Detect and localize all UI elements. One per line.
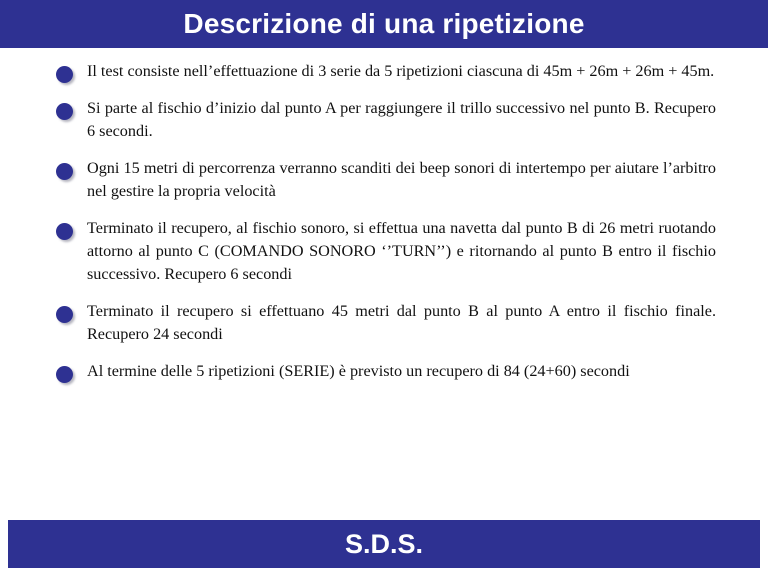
list-item-text: Al termine delle 5 ripetizioni (SERIE) è previsto un recupero di 84 (24+60) secondi	[87, 362, 630, 380]
bullet-dot-icon	[56, 223, 73, 240]
list-item	[56, 157, 716, 203]
list-item-text: Si parte al fischio d’inizio dal punto A per raggiungere il trillo successivo nel punto B. Recupero 6 secondi.	[87, 99, 716, 140]
bullet-dot-icon	[56, 66, 73, 83]
bullet-dot-icon	[56, 103, 73, 120]
slide-footer-bar	[8, 520, 760, 568]
list-item	[56, 60, 716, 83]
page-title: Descrizione di una ripetizione	[183, 8, 585, 39]
bullet-dot-icon	[56, 163, 73, 180]
bullet-dot-icon	[56, 306, 73, 323]
list-item	[56, 97, 716, 143]
bullet-dot-icon	[56, 366, 73, 383]
list-item	[56, 360, 716, 383]
list-item	[56, 217, 716, 286]
list-item-text: Terminato il recupero si effettuano 45 metri dal punto B al punto A entro il fischio finale. Recupero 24 secondi	[87, 302, 716, 343]
slide-title-bar	[0, 0, 768, 48]
list-item	[56, 300, 716, 346]
list-item-text: Terminato il recupero, al fischio sonoro, si effettua una navetta dal punto B di 26 metri ruotando attorno al punto C (COMANDO SONORO ‘’TURN’’) e ritornando al punto B entro il fischio successivo. Recupero 6 secondi	[87, 219, 716, 283]
list-item-text: Il test consiste nell’effettuazione di 3 serie da 5 ripetizioni ciascuna di 45m + 26m + 26m + 45m.	[87, 62, 715, 80]
list-item-text: Ogni 15 metri di percorrenza verranno scanditi dei beep sonori di intertempo per aiutare l’arbitro nel gestire la propria velocità	[87, 159, 716, 200]
bullet-list	[56, 60, 716, 397]
footer-label: S.D.S.	[344, 528, 424, 559]
